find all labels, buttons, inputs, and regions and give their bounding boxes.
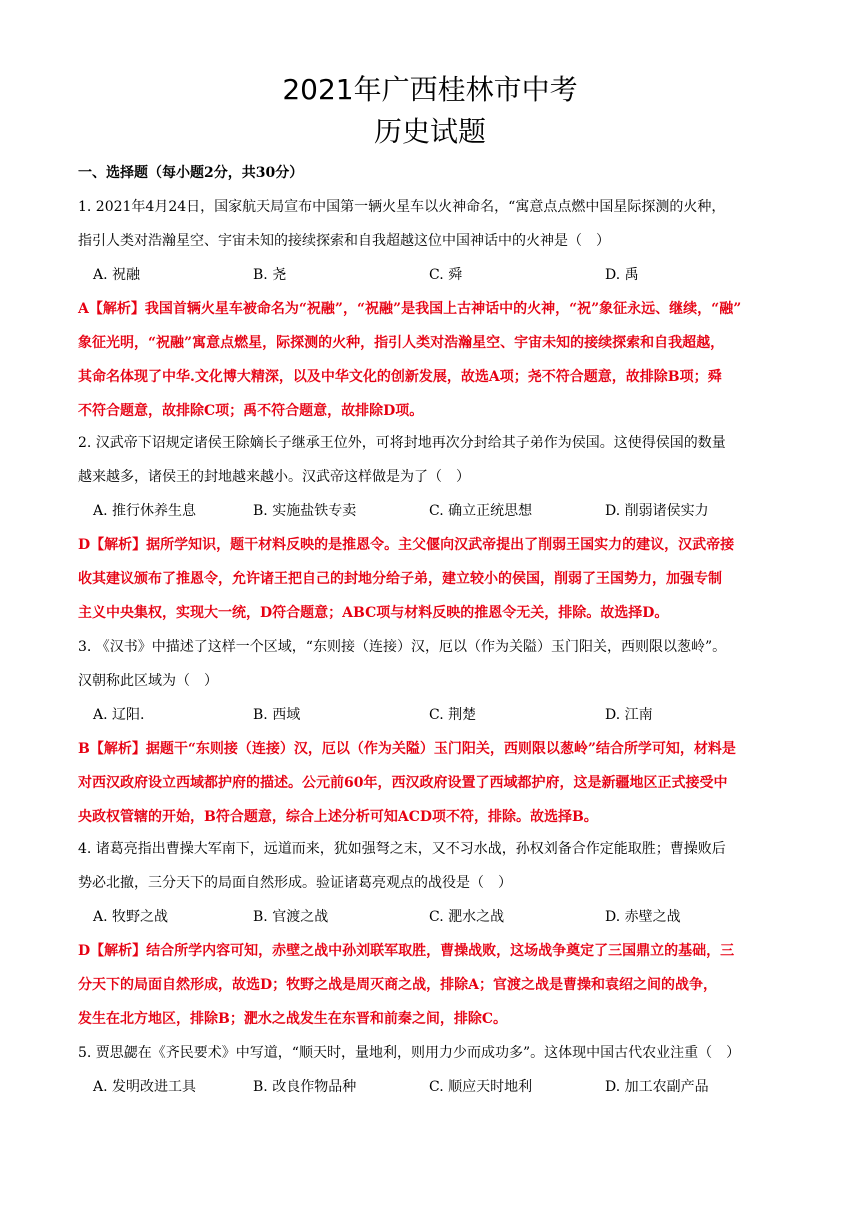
question-2-stem-line-1: 2. 汉武帝下诏规定诸侯王除嫡长子继承王位外，可将封地再次分封给其子弟作为侯国。这使得侯国的数量: [78, 435, 726, 451]
question-2-stem-line-2: 越来越多，诸侯王的封地越来越小。汉武帝这样做是为了（ ）: [78, 469, 470, 485]
option-c: C. 舜: [429, 267, 463, 283]
option-a: A. 祝融: [93, 267, 141, 283]
option-d: D. 赤壁之战: [605, 909, 681, 925]
answer-1-line-1: A【解析】我国首辆火星车被命名为“祝融”，“祝融”是我国上古神话中的火神，“祝”象征永远、继续，“融”: [78, 301, 742, 317]
answer-3-line-2: 对西汉政府设立西域都护府的描述。公元前60年，西汉政府设置了西域都护府，这是新疆地区正式接受中: [78, 775, 728, 791]
option-a: A. 推行休养生息: [93, 503, 197, 519]
option-c: C. 确立正统思想: [429, 503, 533, 519]
question-3-stem-line-1: 3. 《汉书》中描述了这样一个区域，“东则接（连接）汉，厄以（作为关隘）玉门阳关，西则限以葱岭”。: [78, 639, 727, 655]
option-b: B. 尧: [253, 267, 287, 283]
answer-3-line-3: 央政权管辖的开始，B符合题意，综合上述分析可知ACD项不符，排除。故选择B。: [78, 809, 598, 825]
option-d: D. 禹: [605, 267, 639, 283]
question-1-stem-line-2: 指引人类对浩瀚星空、宇宙未知的接续探索和自我超越这位中国神话中的火神是（ ）: [78, 233, 610, 249]
exam-subtitle: 历史试题: [373, 115, 486, 148]
question-4-options: [93, 906, 793, 928]
option-d: D. 加工农副产品: [605, 1079, 709, 1095]
answer-1-line-4: 不符合题意，故排除C项；禹不符合题意，故排除D项。: [78, 403, 424, 419]
answer-2-line-2: 收其建议颁布了推恩令，允许诸王把自己的封地分给子弟，建立较小的侯国，削弱了王国势力，加强专制: [78, 571, 722, 587]
exam-title: 2021年广西桂林市中考: [282, 73, 578, 106]
answer-2-line-3: 主义中央集权，实现大一统，D符合题意；ABC项与材料反映的推恩令无关，排除。故选择D。: [78, 605, 669, 621]
option-a: A. 发明改进工具: [93, 1079, 197, 1095]
answer-4-line-2: 分天下的局面自然形成，故选D；牧野之战是周灭商之战，排除A；官渡之战是曹操和袁绍之间的战争，: [78, 977, 718, 993]
question-4-stem-line-2: 势必北撤，三分天下的局面自然形成。验证诸葛亮观点的战役是（ ）: [78, 875, 512, 891]
section-heading: 一、选择题（每小题2分，共30分）: [78, 165, 304, 181]
answer-4-line-1: D【解析】结合所学内容可知，赤壁之战中孙刘联军取胜，曹操战败，这场战争奠定了三国鼎立的基础，三: [78, 943, 735, 959]
question-1-stem-line-1: 1. 2021年4月24日，国家航天局宣布中国第一辆火星车以火神命名，“寓意点点燃中国星际探测的火种，: [78, 199, 726, 215]
answer-1-line-2: 象征光明，“祝融”寓意点燃星，际探测的火种，指引人类对浩瀚星空、宇宙未知的接续探索和自我超越，: [78, 335, 725, 351]
option-b: B. 实施盐铁专卖: [253, 503, 357, 519]
answer-2-line-1: D【解析】据所学知识，题干材料反映的是推恩令。主父偃向汉武帝提出了削弱王国实力的建议，汉武帝接: [78, 537, 735, 553]
question-5-options: [93, 1076, 793, 1098]
question-1-options: [93, 264, 793, 286]
question-2-options: [93, 500, 793, 522]
option-d: D. 削弱诸侯实力: [605, 503, 709, 519]
answer-1-line-3: 其命名体现了中华.文化博大精深，以及中华文化的创新发展，故选A项；尧不符合题意，故排除B项；舜: [78, 369, 722, 385]
option-d: D. 江南: [605, 707, 653, 723]
question-3-stem-line-2: 汉朝称此区域为（ ）: [78, 673, 218, 689]
option-c: C. 淝水之战: [429, 909, 505, 925]
question-3-options: [93, 704, 793, 726]
question-4-stem-line-1: 4. 诸葛亮指出曹操大军南下，远道而来，犹如强弩之末，又不习水战，孙权刘备合作定能取胜；曹操败后: [78, 841, 726, 857]
answer-4-line-3: 发生在北方地区，排除B；淝水之战发生在东晋和前秦之间，排除C。: [78, 1011, 507, 1027]
option-b: B. 改良作物品种: [253, 1079, 357, 1095]
option-a: A. 牧野之战: [93, 909, 169, 925]
option-b: B. 官渡之战: [253, 909, 329, 925]
option-a: A. 辽阳.: [93, 707, 145, 723]
question-5-stem-line-1: 5. 贾思勰在《齐民要术》中写道，“顺天时，量地利，则用力少而成功多”。这体现中国古代农业注重（ ）: [78, 1045, 741, 1061]
option-b: B. 西域: [253, 707, 301, 723]
answer-3-line-1: B【解析】据题干“东则接（连接）汉，厄以（作为关隘）玉门阳关，西则限以葱岭”结合所学可知，材料是: [78, 741, 736, 757]
option-c: C. 顺应天时地利: [429, 1079, 533, 1095]
option-c: C. 荆楚: [429, 707, 477, 723]
